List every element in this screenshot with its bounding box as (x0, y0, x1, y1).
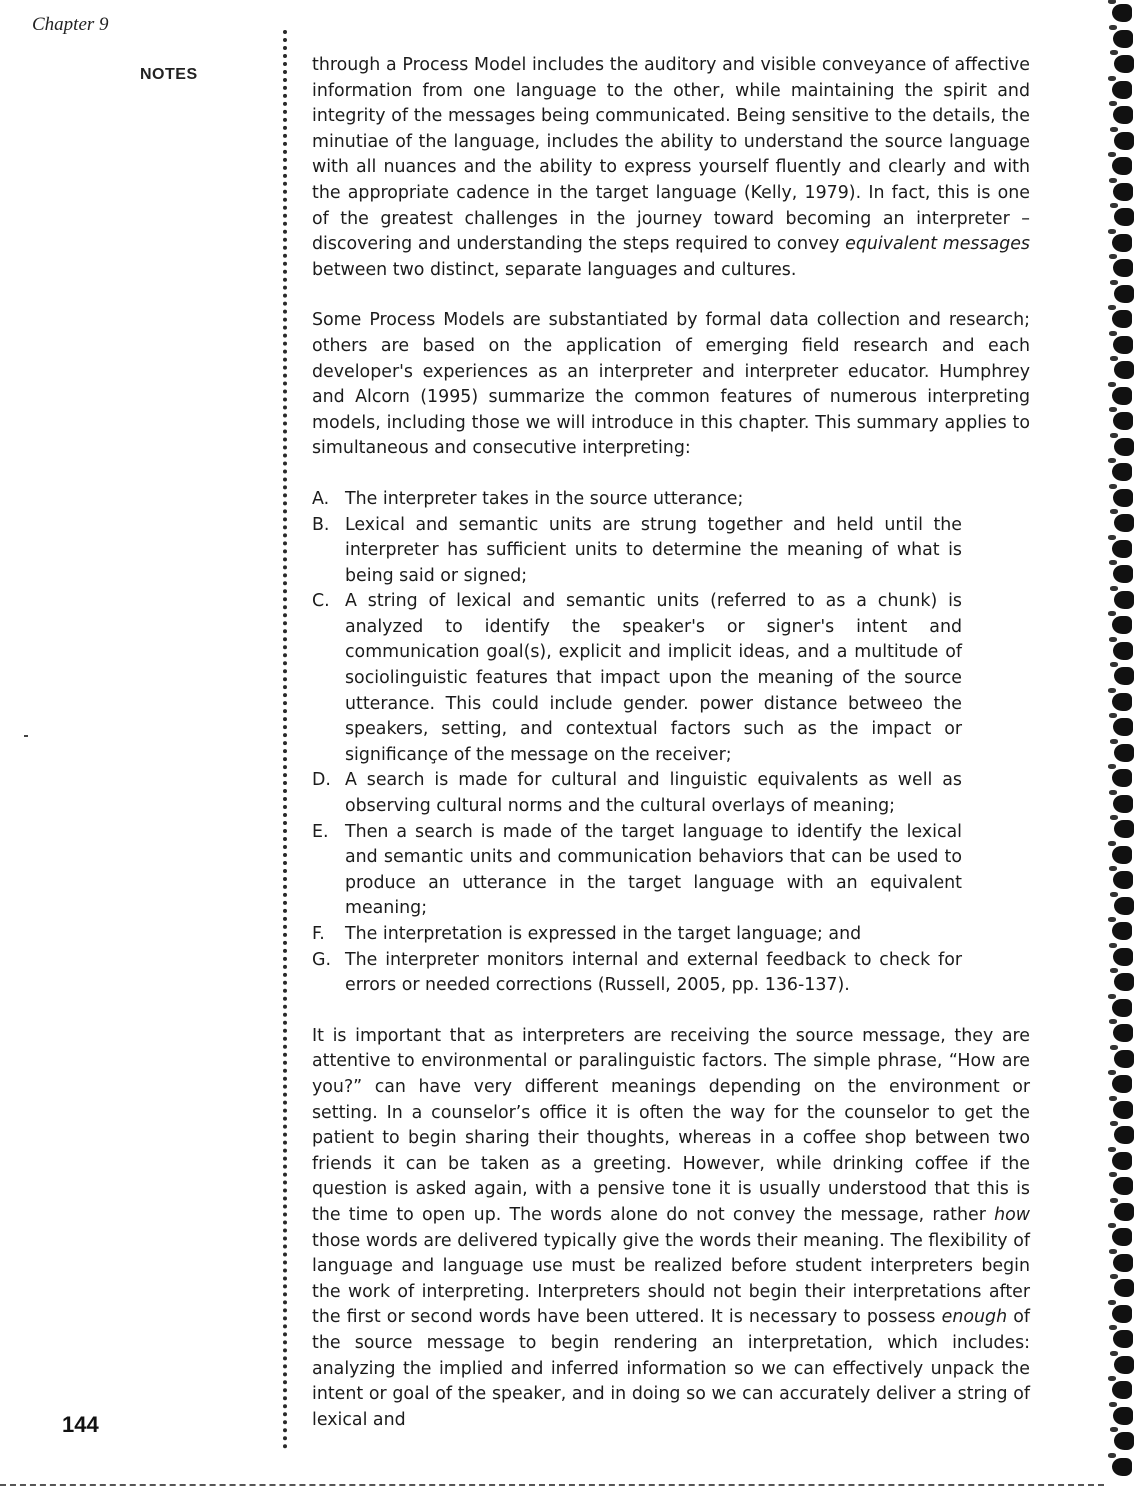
binding-hole (1113, 1024, 1133, 1042)
binding-hole (1113, 565, 1133, 583)
binding-hole (1114, 285, 1134, 303)
binding-hole (1114, 591, 1134, 609)
chapter-heading: Chapter 9 (32, 14, 109, 35)
binding-hole (1113, 259, 1133, 277)
binding-hole (1114, 438, 1134, 456)
notes-label: NOTES (140, 66, 198, 83)
notes-divider (283, 30, 287, 1450)
binding-hole (1112, 310, 1132, 328)
binding-hole (1114, 208, 1134, 226)
list-item-letter: A. (312, 488, 330, 509)
list-item-letter: F. (312, 924, 325, 944)
binding-hole (1112, 1228, 1132, 1246)
binding-hole (1113, 871, 1133, 889)
binding-hole (1112, 846, 1132, 864)
paragraph-3-text: It is important that as interpreters are receiving the source message, they are attentive to environmental or paralinguistic factors. The simple phrase, “How are you?” can have very different meanings depending on the environment or setting. In a counselor’s office it is often the way for the counselor to get the patient to begin sharing their thoughts, whereas in a coffee shop between two friends it can be taken as a greeting. However, while drinking coffee if the question is asked again, with a pensive tone it is usually understood that this is the time to open up. The words alone do not convey the message, rather (312, 1025, 1030, 1225)
paragraph-2 (312, 308, 1030, 462)
paragraph-1-text: through a Process Model includes the auditory and visible conveyance of affective information from one language to the other, while maintaining the spirit and integrity of the messages being communicated. Being sensitive to the details, the minutiae of the language, includes the ability to understand the source language with all nuances and the ability to express yourself fluently and clearly and with the appropriate cadence in the target language (Kelly, 1979). In fact, this is one of the greatest challenges in the journey toward becoming an interpreter – discovering and understanding the steps required to convey (312, 55, 1030, 255)
binding-hole (1114, 973, 1134, 991)
binding-hole (1114, 132, 1134, 150)
paragraph-2-text: Some Process Models are substantiated by formal data collection and research; others are based on the application of emerging field research and each developer's experiences as an interpreter and interpreter educator. Humphrey and Alcorn (1995) summarize the common features of numerous interpreting models, including those we will introduce in this chapter. This summary applies to simultaneous and consecutive interpreting: (312, 310, 1030, 459)
binding-hole (1112, 616, 1132, 634)
binding-hole (1114, 667, 1134, 685)
list-item (312, 948, 962, 999)
binding-hole (1112, 540, 1132, 558)
list-item-letter: C. (312, 591, 330, 612)
binding-hole (1112, 1075, 1132, 1093)
binding-hole (1113, 1407, 1133, 1425)
paragraph-3-text-mid: those words are delivered typically give the words their meaning. The flexibility of language and language use must be realized before student interpreters begin the work of interpreting. Interpreters should not begin their interpretations after the first or second words have been uttered. It is necessary to possess (312, 1230, 1030, 1328)
list-item-text: The interpreter monitors internal and external feedback to check for errors or needed corrections (Russell, 2005, pp. 136-137). (345, 949, 962, 996)
paragraph-3-text-end: of the source message to begin rendering an interpretation, which includes: analyzing the implied and inferred information so we can effectively unpack the intent or goal of the speaker, and in doing so we can accurately deliver a string of lexical and (312, 1307, 1030, 1430)
binding-hole (1113, 489, 1133, 507)
binding-hole (1113, 412, 1133, 430)
binding-hole (1112, 4, 1132, 22)
binding-hole (1114, 1203, 1134, 1221)
binding-hole (1112, 922, 1132, 940)
list-item-text: A search is made for cultural and linguistic equivalents as well as observing cultural norms and the cultural overlays of meaning; (345, 770, 962, 817)
binding-hole (1112, 769, 1132, 787)
binding-hole (1113, 642, 1133, 660)
binding-hole (1113, 948, 1133, 966)
binding-hole (1112, 1152, 1132, 1170)
list-item (312, 513, 962, 590)
binding-hole (1114, 1050, 1134, 1068)
binding-hole (1112, 463, 1132, 481)
list-item-text: A string of lexical and semantic units (referred to as a chunk) is analyzed to identify the speaker's or signer's intent and communication goal(s), explicit and implicit ideas, and a multitude of sociolinguistic features that impact upon the meaning of the source utterance. This could include gender. power distance betweeo the speakers, setting, and contextual factors such as the impact or significançe of the message on the receiver; (345, 591, 962, 765)
bottom-rule (0, 1484, 1104, 1486)
binding-hole (1112, 999, 1132, 1017)
body-text (312, 53, 1030, 1433)
list-item-letter: D. (312, 770, 331, 791)
process-steps-list (312, 487, 962, 999)
page-number: 144 (62, 1412, 99, 1437)
list-item (312, 820, 962, 922)
binding-hole (1112, 693, 1132, 711)
binding-hole (1114, 1356, 1134, 1374)
binding-hole (1113, 1254, 1133, 1272)
list-item-letter: G. (312, 949, 332, 970)
binding-hole (1114, 820, 1134, 838)
binding-hole (1112, 81, 1132, 99)
list-item (312, 487, 962, 513)
binding-hole (1114, 744, 1134, 762)
binding-hole (1114, 361, 1134, 379)
binding-hole (1112, 234, 1132, 252)
binding-hole (1114, 897, 1134, 915)
binding-hole (1113, 1177, 1133, 1195)
binding-hole (1114, 55, 1134, 73)
list-item (312, 589, 962, 768)
list-item (312, 922, 962, 948)
paragraph-3-emphasis-how: how (994, 1204, 1030, 1225)
binding-hole (1114, 514, 1134, 532)
binding-hole (1113, 1101, 1133, 1119)
list-item-text: The interpreter takes in the source utterance; (345, 488, 744, 509)
list-item-text: Lexical and semantic units are strung together and held until the interpreter has sufficient units to determine the meaning of what is being said or signed; (345, 514, 962, 586)
list-item-text: Then a search is made of the target language to identify the lexical and semantic units and communication behaviors that can be used to produce an utterance in the target language with an equivalent meaning; (345, 821, 962, 919)
binding-hole (1112, 387, 1132, 405)
binding-hole (1113, 183, 1133, 201)
paragraph-1-text-end: between two distinct, separate languages and cultures. (312, 259, 797, 280)
binding-hole (1113, 30, 1133, 48)
list-item-letter: E. (312, 821, 329, 842)
paragraph-3-emphasis-enough: enough (941, 1307, 1008, 1328)
binding-hole (1114, 1126, 1134, 1144)
binding-hole (1112, 1305, 1132, 1323)
binding-hole (1113, 336, 1133, 354)
paragraph-3 (312, 1024, 1030, 1434)
binding-hole (1113, 718, 1133, 736)
stray-mark (24, 735, 28, 737)
binding-hole (1113, 1330, 1133, 1348)
binding-hole (1112, 157, 1132, 175)
list-item-letter: B. (312, 514, 330, 535)
binding-hole (1113, 106, 1133, 124)
binding-hole (1114, 1279, 1134, 1297)
binding-hole (1112, 1381, 1132, 1399)
paragraph-1-emphasis: equivalent messages (845, 234, 1030, 255)
binding-hole (1113, 795, 1133, 813)
list-item (312, 768, 962, 819)
binding-hole (1114, 1432, 1134, 1450)
spiral-binding (1104, 0, 1134, 1496)
paragraph-1 (312, 53, 1030, 283)
list-item-text: The interpretation is expressed in the target language; and (345, 924, 862, 944)
binding-hole (1112, 1458, 1132, 1476)
